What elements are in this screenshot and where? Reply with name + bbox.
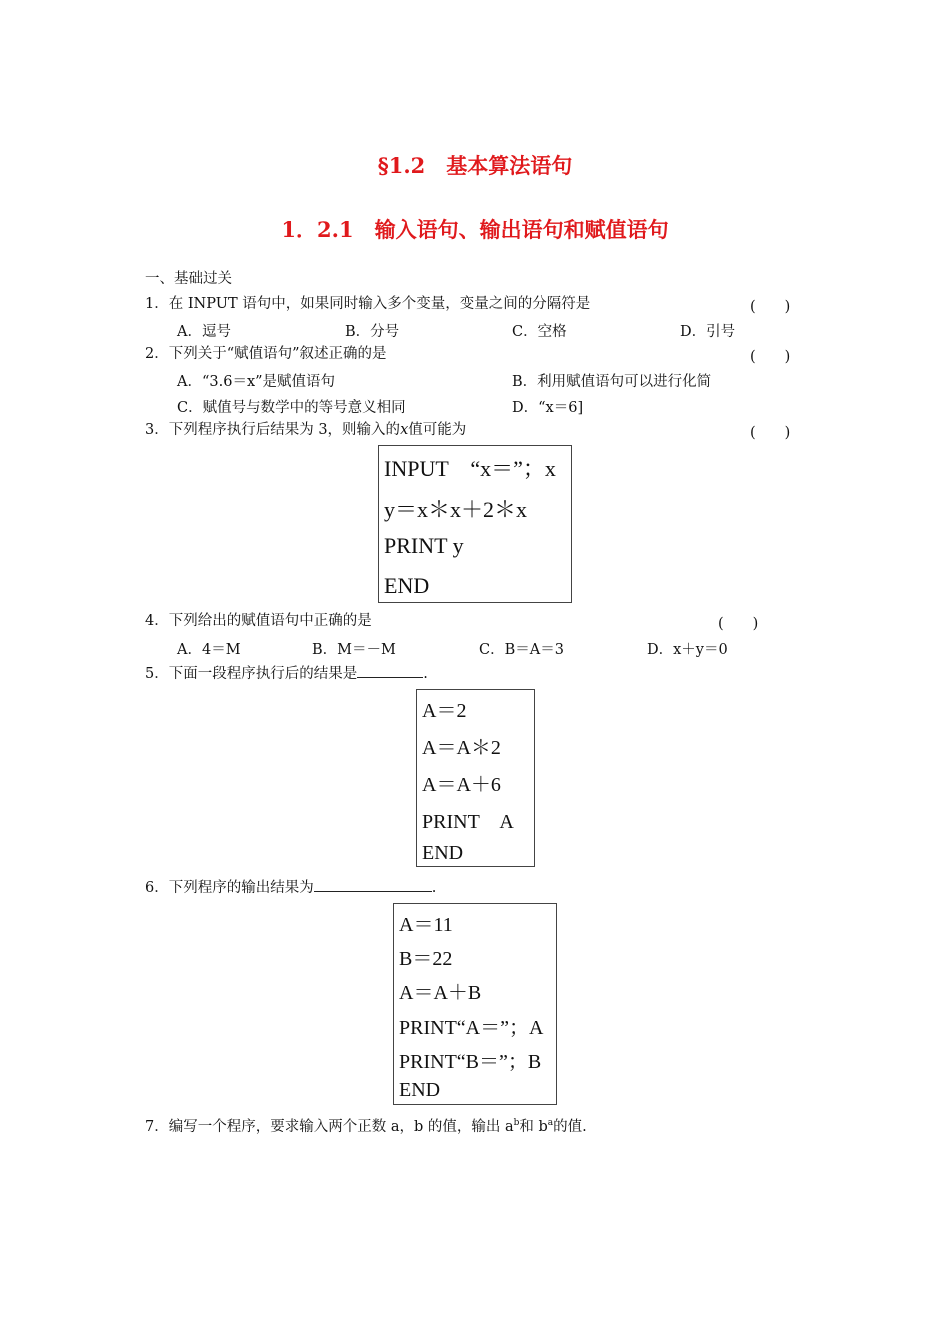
question-1-option-b: B．分号: [345, 324, 400, 340]
question-4-stem: 4．下列给出的赋值语句中正确的是: [145, 613, 372, 629]
question-7-superscript-a: a: [547, 1118, 554, 1128]
question-5-stem: [145, 663, 428, 683]
question-5-period: .: [423, 666, 428, 682]
question-4-option-a: A．4＝M: [177, 642, 241, 658]
code-line: END: [384, 573, 430, 598]
code-line: A＝11: [399, 914, 453, 936]
code-line: END: [422, 842, 464, 864]
question-3-code-box: [378, 445, 572, 603]
question-1-stem: 1．在 INPUT 语句中，如果同时输入多个变量，变量之间的分隔符是: [145, 296, 591, 312]
question-2-option-b: B．利用赋值语句可以进行化简: [512, 374, 712, 390]
code-line: A＝A＋B: [399, 982, 482, 1004]
question-5-stem-text: 5．下面一段程序执行后的结果是: [145, 666, 358, 682]
question-4-option-d: D．x＋y＝0: [647, 642, 728, 658]
question-6-stem: [145, 877, 436, 897]
question-7-stem-part2: 和 b: [519, 1118, 548, 1135]
section-heading: 一、基础过关: [145, 271, 232, 287]
answer-blank[interactable]: [314, 877, 432, 892]
code-line: y＝x＊x＋2＊x: [384, 497, 528, 522]
question-3-variable: x: [400, 422, 409, 438]
question-1-answer-paren: ( ): [750, 299, 791, 315]
code-line: PRINT“A＝”；A: [399, 1017, 544, 1039]
code-line: B＝22: [399, 948, 453, 970]
question-2-option-c: C．赋值号与数学中的等号意义相同: [177, 400, 406, 416]
question-2-answer-paren: ( ): [750, 349, 791, 365]
question-7-stem-part1: 7．编写一个程序，要求输入两个正数 a，b 的值，输出 a: [145, 1118, 514, 1135]
question-1-option-a: A．逗号: [177, 324, 231, 340]
question-2-option-d: D．“x＝6]: [512, 400, 584, 416]
question-4-option-c: C．B＝A＝3: [479, 642, 564, 658]
question-3-stem-part2: 值可能为: [408, 422, 467, 438]
question-2-stem: 2．下列关于“赋值语句”叙述正确的是: [145, 346, 387, 362]
question-3-stem: [145, 421, 466, 439]
question-7-stem: [145, 1114, 587, 1136]
question-2-option-a: A．“3.6＝x”是赋值语句: [177, 374, 336, 390]
question-4-answer-paren: ( ): [718, 616, 759, 632]
question-6-code-box: [393, 903, 557, 1105]
code-line: PRINT“B＝”；B: [399, 1051, 542, 1073]
code-line: END: [399, 1079, 441, 1101]
code-line: INPUT “x＝”；x: [384, 456, 556, 481]
question-1-option-d: D．引号: [680, 324, 736, 340]
question-3-stem-part1: 3．下列程序执行后结果为 3，则输入的: [145, 422, 401, 438]
section-subtitle: 1．2.1 输入语句、输出语句和赋值语句: [281, 217, 669, 242]
question-6-stem-text: 6．下列程序的输出结果为: [145, 880, 314, 896]
question-7-superscript-b: b: [513, 1118, 520, 1128]
answer-blank[interactable]: [357, 663, 423, 678]
code-line: A＝A＊2: [422, 737, 501, 759]
question-3-answer-paren: ( ): [750, 425, 791, 441]
code-line: A＝2: [422, 700, 467, 722]
question-4-option-b: B．M＝－M: [312, 642, 396, 658]
question-6-period: .: [431, 880, 437, 896]
question-5-code-box: [416, 689, 535, 867]
code-line: PRINT A: [422, 811, 514, 833]
code-line: A＝A＋6: [422, 774, 501, 796]
code-line: PRINT y: [384, 533, 464, 558]
question-7-stem-part3: 的值.: [553, 1118, 587, 1135]
question-1-option-c: C．空格: [512, 324, 567, 340]
page-title: §1.2 基本算法语句: [377, 153, 573, 178]
